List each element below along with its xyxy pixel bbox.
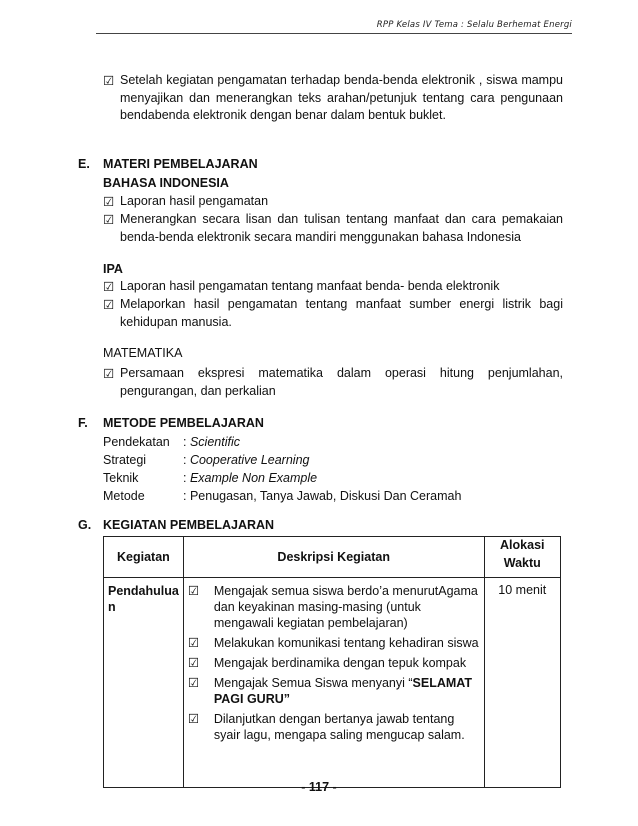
metode-value: : Cooperative Learning	[183, 453, 310, 467]
page-number: - 117 -	[301, 780, 337, 794]
list-item: ☑ Mengajak berdinamika dengan tepuk kompak	[187, 656, 467, 670]
ipa-title: IPA	[103, 262, 123, 276]
metode-label: Strategi	[103, 453, 147, 467]
table-header-row	[104, 537, 561, 578]
bahasa-title: BAHASA INDONESIA	[103, 176, 229, 190]
metode-value: : Example Non Example	[183, 471, 318, 485]
section-f-title: METODE PEMBELAJARAN	[103, 416, 264, 430]
bahasa-item-1: Laporan hasil pengamatan	[120, 194, 269, 208]
checkbox-icon: ☑	[103, 367, 115, 381]
section-e-number: E.	[78, 157, 90, 171]
section-g-number: G.	[78, 518, 92, 532]
list-item: ☑ Mengajak Semua Siswa menyanyi “SELAMAT PAGI GURU”	[187, 676, 473, 706]
header-kegiatan: Kegiatan	[104, 537, 184, 578]
list-item: ☑ Melakukan komunikasi tentang kehadiran siswa	[187, 636, 479, 650]
kegiatan-cell: Pendahulua n	[104, 578, 184, 788]
ipa-item-1: Laporan hasil pengamatan tentang manfaat benda- benda elektronik	[120, 279, 500, 293]
header-alokasi: Alokasi Waktu	[484, 537, 560, 578]
checkbox-icon: ☑	[103, 195, 115, 209]
list-item: ☑ Dilanjutkan dengan bertanya jawab tentang syair lagu, mengapa saling mengucap salam.	[187, 712, 465, 742]
deskripsi-cell	[183, 578, 484, 788]
list-item: ☑ Mengajak semua siswa berdo’a menurutAgama dan keyakinan masing-masing (untuk mengawali kegiatan pembelajaran)	[187, 584, 478, 630]
section-f-number: F.	[78, 416, 88, 430]
running-header: RPP Kelas IV Tema : Selalu Berhemat Energi	[376, 20, 572, 30]
metode-label: Metode	[103, 489, 145, 503]
section-g-title: KEGIATAN PEMBELAJARAN	[103, 518, 275, 532]
checkbox-icon: ☑	[103, 298, 115, 312]
header-rule	[96, 33, 572, 34]
metode-label: Pendekatan	[103, 435, 170, 449]
section-e-title: MATERI PEMBELAJARAN	[103, 157, 258, 171]
intro-item-text: Setelah kegiatan pengamatan terhadap benda-benda elektronik , siswa mampu menyajikan dan menerangkan teks arahan/petunjuk tentang cara pengunaan bendabenda elektronik dengan benar dalam bentuk buklet.	[120, 73, 563, 122]
metode-value: : Penugasan, Tanya Jawab, Diskusi Dan Ceramah	[183, 489, 462, 503]
checkbox-icon: ☑	[103, 74, 115, 88]
bahasa-item-2: Menerangkan secara lisan dan tulisan tentang manfaat dan cara pemakaian benda-benda elektronik secara mandiri menggunakan bahasa Indonesia	[120, 212, 563, 244]
ipa-item-2: Melaporkan hasil pengamatan tentang manfaat sumber energi listrik bagi kehidupan manusia.	[120, 297, 563, 329]
header-deskripsi: Deskripsi Kegiatan	[183, 537, 484, 578]
waktu-cell: 10 menit	[484, 578, 560, 788]
metode-label: Teknik	[103, 471, 139, 485]
metode-value: : Scientific	[183, 435, 240, 449]
kegiatan-table	[103, 536, 561, 788]
table-row	[104, 578, 561, 788]
checkbox-icon: ☑	[103, 213, 115, 227]
checkbox-icon: ☑	[103, 280, 115, 294]
matematika-item-1: Persamaan ekspresi matematika dalam operasi hitung penjumlahan, pengurangan, dan perkalian	[120, 366, 563, 398]
matematika-title: MATEMATIKA	[103, 346, 183, 360]
